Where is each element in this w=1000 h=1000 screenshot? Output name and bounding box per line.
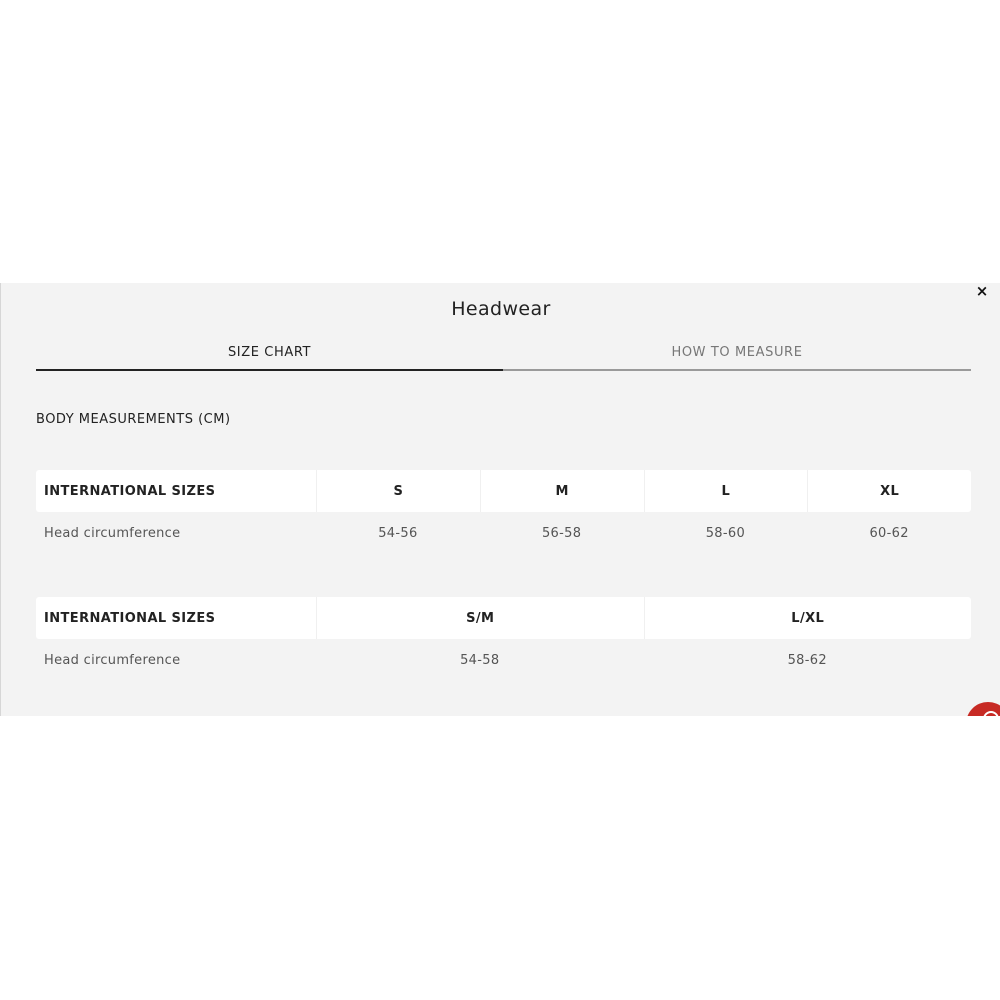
table-cell: 58-62 [787, 652, 827, 668]
size-header-s: S [316, 470, 480, 512]
tab-how-to-measure[interactable]: HOW TO MEASURE [503, 341, 971, 371]
row-label: Head circumference [44, 525, 181, 541]
section-heading: BODY MEASUREMENTS (CM) [36, 412, 231, 427]
size-table [36, 597, 971, 681]
header-label: INTERNATIONAL SIZES [44, 610, 216, 626]
tab-bar [36, 341, 971, 371]
table-header-row [36, 597, 971, 639]
modal-title: Headwear [451, 298, 551, 320]
table-row [36, 512, 971, 554]
table-cell: 58-60 [705, 525, 746, 541]
size-header-l-xl: L/XL [644, 597, 972, 639]
size-table [36, 470, 971, 554]
tab-size-chart[interactable]: SIZE CHART [36, 341, 503, 371]
table-header-row [36, 470, 971, 512]
row-label: Head circumference [44, 652, 181, 668]
size-header-l: L [644, 470, 808, 512]
page-background [0, 716, 1000, 1000]
table-row [36, 639, 971, 681]
size-header-xl: XL [807, 470, 971, 512]
size-header-s-m: S/M [316, 597, 644, 639]
table-cell: 54-56 [378, 525, 418, 541]
header-label: INTERNATIONAL SIZES [44, 483, 216, 499]
table-cell: 54-58 [460, 652, 500, 668]
size-guide-modal [0, 283, 1000, 716]
table-cell: 60-62 [869, 525, 909, 541]
close-icon[interactable]: × [975, 282, 989, 300]
table-cell: 56-58 [541, 525, 582, 541]
size-header-m: M [480, 470, 644, 512]
